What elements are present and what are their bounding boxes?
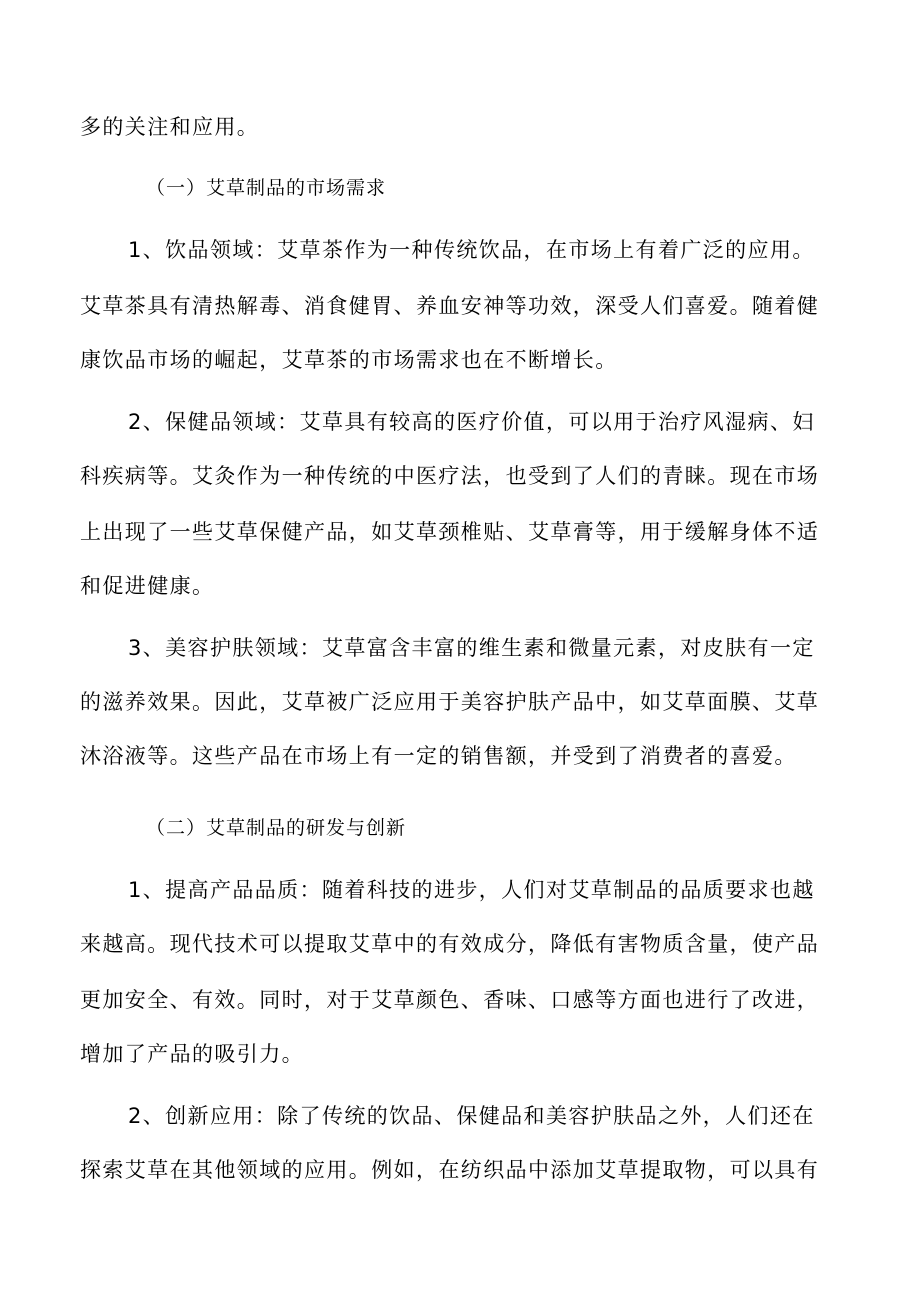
paragraph-line: 1、提高产品品质：随着科技的进步，人们对艾草制品的品质要求也越	[128, 878, 815, 902]
section-heading: （一）艾草制品的市场需求	[146, 177, 387, 199]
paragraph-line: 科疾病等。艾灸作为一种传统的中医疗法，也受到了人们的青睐。现在市场	[80, 464, 820, 488]
paragraph-line: 康饮品市场的崛起，艾草茶的市场需求也在不断增长。	[80, 348, 618, 372]
paragraph-line: 沐浴液等。这些产品在市场上有一定的销售额，并受到了消费者的喜爱。	[80, 744, 797, 768]
paragraph-line: 来越高。现代技术可以提取艾草中的有效成分，降低有害物质含量，使产品	[80, 932, 820, 956]
paragraph-line: 更加安全、有效。同时，对于艾草颜色、香味、口感等方面也进行了改进，	[80, 988, 820, 1012]
paragraph-line: 2、保健品领域：艾草具有较高的医疗价值，可以用于治疗风湿病、妇	[128, 410, 815, 434]
paragraph-line: 和促进健康。	[80, 574, 215, 598]
paragraph-line: 增加了产品的吸引力。	[80, 1042, 304, 1066]
paragraph-line: 多的关注和应用。	[80, 115, 260, 139]
paragraph-line: 1、饮品领域：艾草茶作为一种传统饮品，在市场上有着广泛的应用。	[128, 238, 815, 262]
section-heading: （二）艾草制品的研发与创新	[146, 817, 407, 839]
paragraph-line: 3、美容护肤领域：艾草富含丰富的维生素和微量元素，对皮肤有一定	[128, 636, 815, 660]
paragraph-line: 探索艾草在其他领域的应用。例如，在纺织品中添加艾草提取物，可以具有	[80, 1158, 820, 1182]
paragraph-line: 2、创新应用：除了传统的饮品、保健品和美容护肤品之外，人们还在	[128, 1104, 815, 1128]
paragraph-line: 的滋养效果。因此，艾草被广泛应用于美容护肤产品中，如艾草面膜、艾草	[80, 690, 820, 714]
paragraph-line: 艾草茶具有清热解毒、消食健胃、养血安神等功效，深受人们喜爱。随着健	[80, 294, 820, 318]
paragraph-line: 上出现了一些艾草保健产品，如艾草颈椎贴、艾草膏等，用于缓解身体不适	[80, 520, 820, 544]
